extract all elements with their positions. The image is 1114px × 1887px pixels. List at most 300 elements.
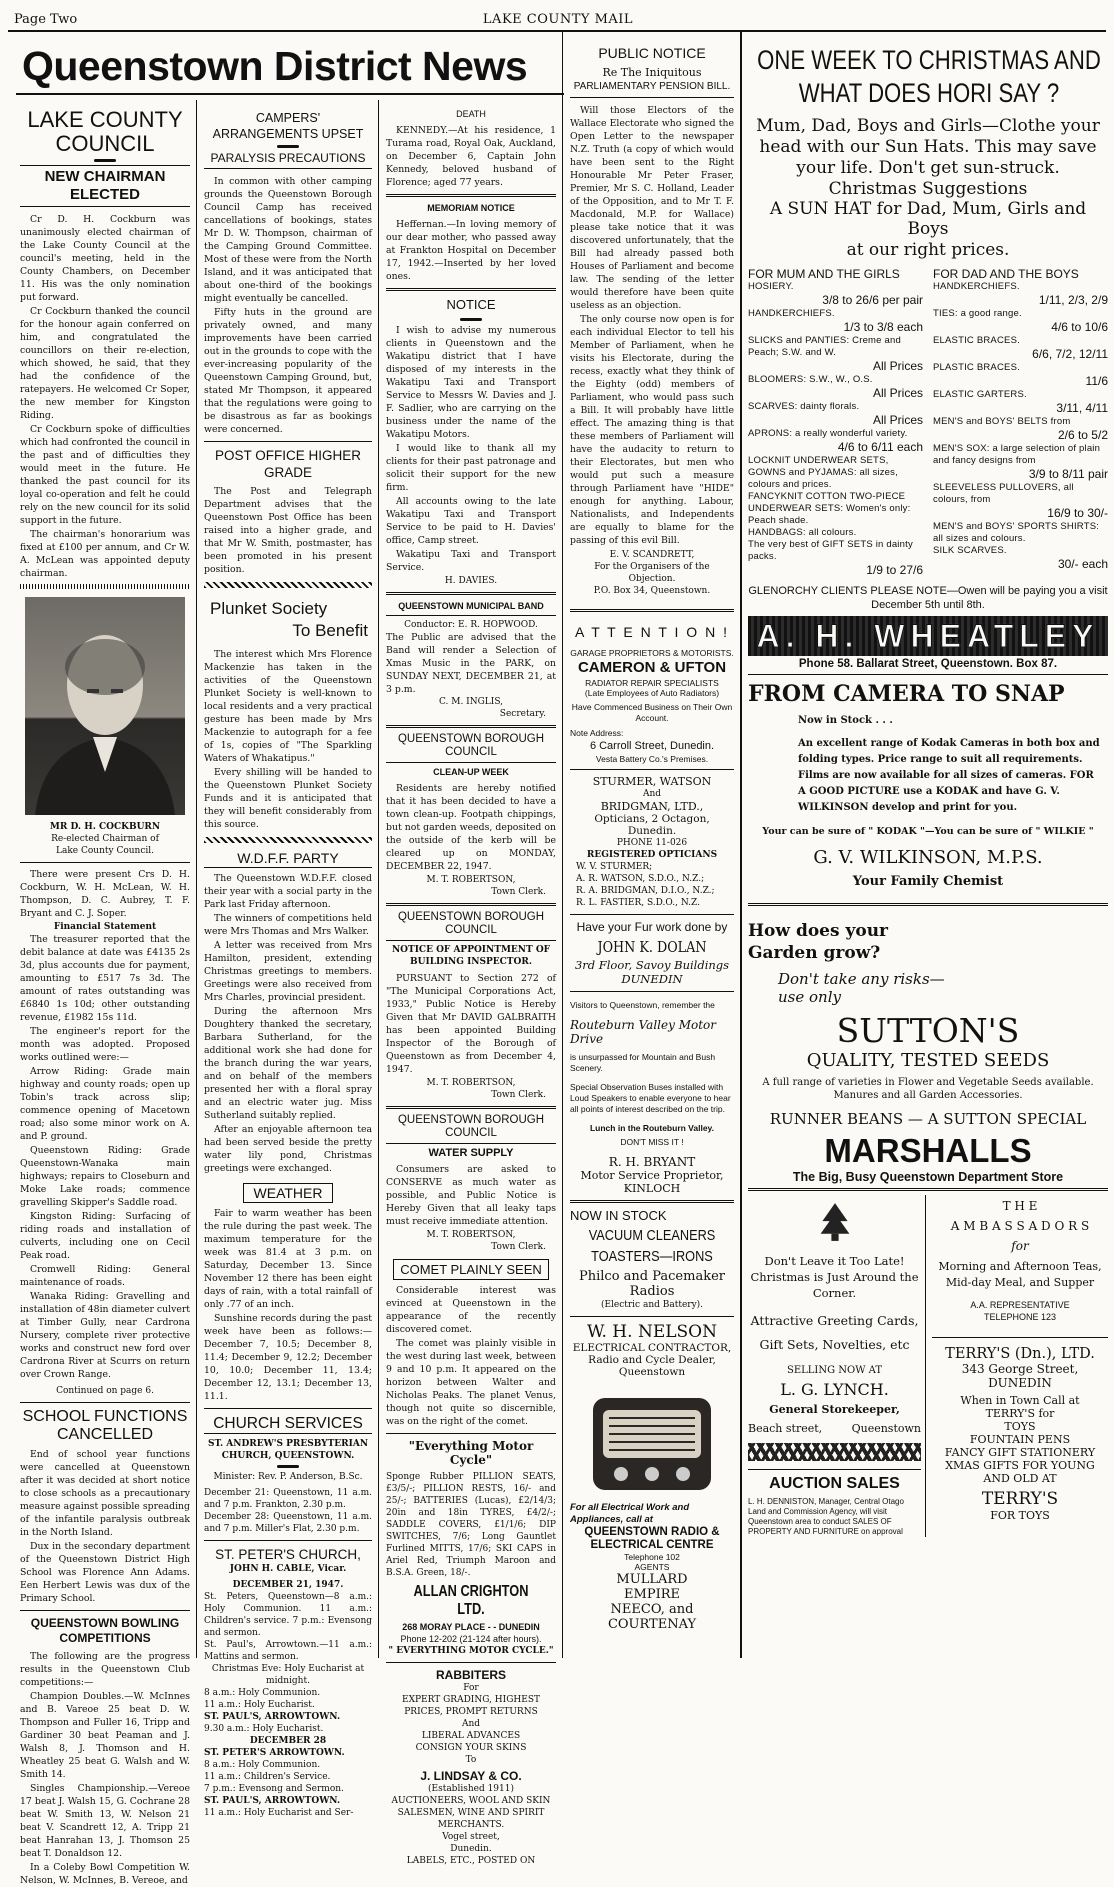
signature: Town Clerk.: [491, 1090, 546, 1100]
ad-text: R. A. BRIDGMAN, D.I.O., N.Z.;: [576, 886, 715, 896]
article-paragraph: Cromwell Riding: General maintenance of roads.: [20, 1264, 190, 1288]
price-items: [933, 281, 1108, 572]
divider: [386, 194, 556, 197]
article-paragraph: Cr Cockburn thanked the council for the honour again conferred on him, and congratulated the councillors on their re-election, which showed, he said, that they had the confidence of the ratepayers. He welcomed Cr Soper, the new member for Kingston Riding.: [20, 306, 190, 421]
article-paragraph: In common with other camping grounds the Queenstown Borough Council Camp has received cancellations of bookings, states Mr D. W. Thompson, chairman of the Camping Ground Committee. Most of these were from the North Island, and it was anticipated that about one-third of the bookings might eventually be cancelled.: [204, 176, 372, 304]
church-name: ST. PAUL'S, ARROWTOWN.: [204, 1712, 341, 1722]
ad-text: And: [642, 789, 662, 799]
headline-church: CHURCH SERVICES: [204, 1414, 372, 1434]
ad-suttons: SUTTON'S: [836, 1011, 1020, 1050]
subhead: Financial Statement: [53, 922, 157, 932]
ad-text: Christmas Suggestions: [828, 179, 1028, 199]
ad-text: CONSIGN YOUR SKINS: [415, 1743, 527, 1753]
heading-death: DEATH: [456, 109, 486, 119]
article-paragraph: Singles Championship.—Vereoe 17 beat J. Walsh 15, G. Cochrane 28 beat W. Smith 13, W. Nelson 21 beat V. Scandrett 12, A. Tripp 21 beat Hanrahan 13, J. Thomson 25 beat T. Donaldson 12.: [20, 1783, 190, 1859]
article-paragraph: Kingston Riding: Surfacing of riding roads and installation of culverts, including one on Cecil Peak road.: [20, 1211, 190, 1261]
column-4: [564, 44, 740, 1658]
church-name: ST. ANDREW'S PRESBYTERIAN CHURCH, QUEENSTOWN.: [207, 1439, 369, 1461]
divider: [204, 582, 372, 588]
article-paragraph: After an enjoyable afternoon tea had been served beside the pretty water lily pond, Christmas greetings were exchanged.: [204, 1124, 372, 1174]
divider: [386, 903, 556, 906]
price-heading: FOR MUM AND THE GIRLS: [748, 267, 900, 281]
notice-text: All accounts owing to the late Wakatipu Taxi and Transport Service to be paid to H. Davies' office, Camp street.: [386, 496, 556, 546]
price-item: TIES: a good range.: [933, 308, 1022, 319]
column-3: [380, 108, 562, 1866]
service-date: DECEMBER 28: [249, 1736, 327, 1746]
service-time: 8 a.m.: Holy Communion.: [204, 1688, 321, 1698]
divider: [94, 159, 116, 162]
signature: M. T. ROBERTSON,: [426, 1078, 516, 1088]
church-name: ST. PAUL'S, ARROWTOWN.: [204, 1796, 341, 1806]
ad-now-in-stock: NOW IN STOCK: [570, 1208, 667, 1223]
service-time: December 21: Queenstown, 11 a.m. and 7 p.m. Frankton, 2.30 p.m.: [204, 1488, 372, 1510]
ad-text: use only: [778, 988, 841, 1006]
ad-terrys-bottom: TERRY'S: [981, 1489, 1059, 1509]
ad-text: L. H. DENNISTON, Manager, Central Otago Land and Commission Agency, will visit Queenstown area to conduct SALES OF PROPERTY AND FURNITURE on approval: [748, 1497, 904, 1536]
price-item: 2/6 to 5/2: [1057, 428, 1108, 442]
brand: EMPIRE: [624, 1587, 680, 1602]
ad-text: 3rd Floor, Savoy Buildings: [574, 958, 730, 972]
heading-band: QUEENSTOWN MUNICIPAL BAND: [398, 601, 544, 611]
article-paragraph: There were present Crs D. H. Cockburn, W. H. McLean, W. H. Thompson, D. C. Aubrey, T. F. Bryant and C. J. Soper.: [20, 869, 190, 919]
article-paragraph: During the afternoon Mrs Doughtery thanked the secretary, Barbara Sutherland, for the additional work she had done for the branch during the war years, and on behalf of the members presented her with a floral spray and an electric water jug. Miss Sutherland suitably replied.: [204, 1006, 372, 1121]
notice-text: Heffernan.—In loving memory of our dear mother, who passed away at Frankton Hospital on December 17, 1942.—Inserted by her loved ones.: [386, 219, 556, 282]
article-paragraph: Arrow Riding: Grade main highway and county roads; open up Tobin's track across slip; commence opening of Macetown road; also some minor work on A. and P. ground.: [20, 1066, 190, 1142]
signature: C. M. INGLIS,: [438, 697, 504, 707]
ad-text: " EVERYTHING MOTOR CYCLE.": [388, 1646, 554, 1656]
divider: [460, 318, 482, 321]
article-paragraph: Dux in the secondary department of the Queenstown District High School was Florence Ann Adams. Een Herbert Lewis was dux of the Primary School.: [20, 1541, 190, 1604]
title-rule: [16, 93, 564, 95]
divider: [570, 769, 734, 770]
ad-fur-heading: Have your Fur work done by: [576, 920, 728, 934]
ad-text: Don't take any risks—: [778, 970, 945, 988]
price-item: MEN'S SOX: a large selection of plain and fancy designs from: [933, 443, 1101, 466]
price-item: 4/6 to 10/6: [1051, 320, 1108, 334]
service-time: 7 p.m.: Evensong and Sermon.: [204, 1784, 344, 1794]
vicar: JOHN H. CABLE, Vicar.: [229, 1564, 347, 1574]
ad-queenstown-radio: QUEENSTOWN RADIO & ELECTRICAL CENTRE: [584, 1526, 720, 1551]
ad-cameron-ufton: CAMERON & UFTON: [577, 659, 727, 676]
price-item: MEN'S and BOYS' BELTS from: [933, 416, 1071, 427]
ad-marshalls: MARSHALLS: [824, 1132, 1032, 1169]
column-divider: [562, 32, 563, 1658]
ad-text: Visitors to Queenstown, remember the: [570, 1000, 715, 1010]
column-divider: [740, 32, 742, 1658]
ad-text: For all Electrical Work and Appliances, call at: [570, 1502, 690, 1525]
ad-text: is unsurpassed for Mountain and Bush Scenery.: [570, 1052, 716, 1073]
ad-text: A. R. WATSON, S.D.O., N.Z.;: [576, 874, 705, 884]
article-paragraph: Sunshine records during the past week have been as follows:—December 7, 10.5; December 8, 11.4; December 9, 12.2; December 10, 10.0; December 11, 13.4; December 12, 13.1; December 13, 11.1.: [204, 1313, 372, 1402]
ad-sutton-question: How does your: [748, 921, 889, 941]
ad-text: DON'T MISS IT !: [620, 1137, 684, 1147]
ad-wheatley-banner: A. H. WHEATLEY: [748, 616, 1108, 656]
headline-plunket: [204, 598, 372, 642]
heading-public-notice: PUBLIC NOTICE: [598, 45, 706, 61]
price-list-men: [933, 267, 1108, 578]
divider: [204, 1540, 372, 1541]
ad-wilkinson: G. V. WILKINSON, M.P.S.: [813, 847, 1043, 868]
headline-line: To Benefit: [292, 621, 368, 640]
subheadline-paralysis: PARALYSIS PRECAUTIONS: [204, 151, 372, 169]
ad-text: LIBERAL ADVANCES: [421, 1731, 521, 1741]
price-item: 3/9 to 8/11 pair: [1028, 467, 1108, 481]
price-item: 1/11, 2/3, 2/9: [1038, 293, 1108, 307]
divider: [386, 1143, 556, 1144]
divider: [204, 837, 372, 843]
article-paragraph: The winners of competitions held were Mrs Thomas and Mrs Walker.: [204, 913, 372, 937]
ad-text: AGENTS: [634, 1562, 670, 1572]
article-paragraph: Fair to warm weather has been the rule during the past week. The maximum temperature for the week was 81.4 at 3 p.m. on Saturday, December 13. Since November 12 there has been eight days of rain, with a total rainfall of only .77 of an inch.: [204, 1208, 372, 1310]
headline-post-office: POST OFFICE HIGHER GRADE: [214, 448, 361, 480]
ad-text: To: [465, 1755, 477, 1765]
ad-lynch: [748, 1195, 926, 1537]
service-time: St. Paul's, Arrowtown.—11 a.m.: Mattins and sermon.: [204, 1640, 372, 1662]
service-time: 8 a.m.: Holy Communion.: [204, 1760, 321, 1770]
divider: [20, 1402, 190, 1403]
heading-water-supply: WATER SUPPLY: [428, 1147, 514, 1159]
price-item: PLASTIC BRACES.: [933, 362, 1020, 373]
ad-text: For: [463, 1683, 479, 1693]
ad-camera-headline: FROM CAMERA TO SNAP: [748, 681, 1065, 707]
ad-text: TERRY'S for: [985, 1407, 1055, 1420]
ad-text: Your can be sure of " KODAK "—You can be sure of " WILKIE ": [762, 826, 1094, 837]
divider: [20, 584, 190, 589]
divider: [386, 1662, 556, 1663]
price-item: All Prices: [872, 386, 923, 400]
price-item: SILK SCARVES.: [933, 545, 1007, 556]
price-item: 16/9 to 30/-: [1047, 506, 1108, 520]
ad-lynch-name: L. G. LYNCH.: [780, 1380, 889, 1399]
ad-text: LABELS, ETC., POSTED ON: [406, 1856, 536, 1866]
portrait-figure: [25, 597, 185, 815]
divider: [570, 609, 734, 612]
ad-christmas-headline: ONE WEEK TO CHRISTMAS AND WHAT DOES HORI SAY ?: [757, 45, 1101, 108]
ad-text: A SUN HAT for Dad, Mum, Girls and Boys: [769, 199, 1087, 239]
ad-text: Morning and Afternoon Teas, Mid-day Meal, and Supper: [938, 1260, 1102, 1289]
ad-text: Phone 12-202 (21-124 after hours).: [400, 1634, 542, 1644]
divider: [204, 441, 372, 442]
ad-text: (Late Employees of Auto Radiators): [584, 688, 720, 698]
headline-weather: WEATHER: [243, 1183, 334, 1203]
price-item: All Prices: [872, 413, 923, 427]
photo-caption: Lake County Council.: [56, 846, 154, 856]
ad-text: Attractive Greeting Cards, Gift Sets, Novelties, etc: [750, 1313, 919, 1352]
ad-text: And: [461, 1719, 481, 1729]
ad-routeburn: Routeburn Valley Motor Drive: [570, 1018, 716, 1046]
article-paragraph: A letter was received from Mrs Hamilton, president, extending Christmas greetings to members. Greetings were also received from Mrs Charles, provincial president.: [204, 940, 372, 1003]
price-item: LOCKNIT UNDERWEAR SETS, GOWNS and PYJAMAS: all sizes, colours and prices.: [748, 455, 898, 490]
column-divider: [378, 100, 379, 1658]
paper-name: LAKE COUNTY MAIL: [482, 12, 634, 27]
service-date: DECEMBER 21, 1947.: [232, 1580, 344, 1590]
ad-text: A.A. REPRESENTATIVE: [970, 1300, 1070, 1310]
ad-vacuum: VACUUM CLEANERS: [588, 1227, 716, 1244]
price-item: SLEEVELESS PULLOVERS, all colours, from: [933, 482, 1074, 505]
price-list: [748, 267, 1108, 578]
divider: [570, 1316, 734, 1317]
notice-text: Consumers are asked to CONSERVE as much water as possible, and Public Notice is Hereby Given that all leaky taps must receive immediate attention.: [386, 1164, 556, 1227]
radio-illustration: [587, 1388, 717, 1496]
article-paragraph: The comet was plainly visible in the west during last week, between 9 and 10 p.m. It appeared on the horizon between Walter and Nicholas Peaks. The planet Venus, though not quite so discernible, was on the right of the comet.: [386, 1338, 556, 1427]
article-paragraph: Fifty huts in the ground are privately owned, and many improvements have been carried out in the grounds to cope with the ever-increasing popularity of the Queenstown Camping Ground, but, stated Mr Thompson, it appeared that the regulations were going to be disastrous as far as bookings were concerned.: [204, 307, 372, 435]
price-item: FANCYKNIT COTTON TWO-PIECE UNDERWEAR SETS: Women's only: Peach shade.: [748, 491, 911, 526]
article-paragraph: Cr Cockburn spoke of difficulties which had confronted the council in the past and of difficulties they would meet in the future. He thanked the past council for its loyal co-operation and felt he could rely on the new council for its solid support in the future.: [20, 424, 190, 526]
divider: [20, 1610, 190, 1611]
article-paragraph: The Post and Telegraph Department advises that the Queenstown Post Office has been raised into a higher grade, and that Mr W. Smith, postmaster, has been promoted in his present position.: [204, 486, 372, 575]
ad-address: [748, 1422, 921, 1435]
page-number: Page Two: [14, 12, 78, 27]
price-item: 1/3 to 3/8 each: [843, 320, 923, 334]
divider: [386, 615, 556, 616]
divider: [386, 940, 556, 941]
price-item: 4/6 to 6/11 each: [837, 440, 923, 454]
ad-text: Special Observation Buses installed with Loud Speakers to enable everyone to hear all points of interest described on the trip.: [570, 1082, 731, 1114]
notice-subtitle: PARLIAMENTARY PENSION BILL.: [570, 80, 734, 98]
service-time: St. Peters, Queenstown—8 a.m.: Holy Communion. 11 a.m.: Children's service. 7 p.m.: Evensong and sermon.: [204, 1592, 372, 1638]
ad-text: Lunch in the Routeburn Valley.: [589, 1123, 715, 1133]
ad-text: Vesta Battery Co.'s Premises.: [595, 754, 709, 764]
article-paragraph: The interest which Mrs Florence Mackenzie has taken in the activities of the Queenstown Plunket Society is well-known to local residents and a very practical gesture has been made by Mrs Mackenzie to autograph for a fee of 1s, copies of "The Sparkling Waters of Whakatipus.": [204, 649, 372, 764]
ad-allan-crighton: ALLAN CRIGHTON LTD.: [413, 1583, 529, 1618]
divider: [570, 914, 734, 915]
ad-text: W. V. STURMER;: [576, 862, 653, 872]
ad-text: Mum, Dad, Boys and Girls—Clothe your head with our Sun Hats. This may save your life. Don't get sun-struck.: [756, 116, 1100, 178]
divider: [386, 288, 556, 291]
divider: [204, 1408, 372, 1409]
header-rule: [8, 30, 1106, 32]
notice-text: I wish to advise my numerous clients in Queenstown and the Wakatipu district that I have disposed of my interests in the Wakatipu Taxi and Transport Service to Messrs W. Davies and J. F. Sadlier, who are carrying on the business under the name of the Wakatipu Motors.: [386, 325, 556, 440]
divider: [748, 1469, 921, 1470]
ad-bryant: R. H. BRYANT: [608, 1155, 696, 1169]
ad-text: BRIDGMAN, LTD.,: [600, 800, 704, 813]
signature: E. V. SCANDRETT,: [609, 550, 695, 560]
ad-text: Have Commenced Business on Their Own Account.: [571, 702, 733, 723]
service-time: 11 a.m.: Holy Eucharist and Ser-: [204, 1808, 354, 1818]
notice-text: Will those Electors of the Wallace Electorate who signed the Open Letter to the newspaper N.Z. Truth (a copy of which would have been sent to the Right Honourable Mr Peter Fraser, Premier, Mr S. C. Holland, Leader of the Opposition, and to Mr T. F. Macdonald, M.P. for Wallace) please take notice that it was discovered unfortunately, that the Bill had already passed both Houses of Parliament and become law. The sending of the letter would therefore have been quite useless as an objection.: [570, 105, 734, 311]
headline-comet: COMET PLAINLY SEEN: [393, 1259, 549, 1280]
service-time: 11 a.m.: Holy Eucharist.: [204, 1700, 315, 1710]
ad-nelson: W. H. NELSON: [587, 1322, 717, 1342]
ad-text: GLENORCHY CLIENTS PLEASE NOTE—Owen will be paying you a visit December 5th until 8th.: [748, 585, 1108, 611]
ad-text: Note Address:: [570, 728, 624, 738]
ad-text: 343 George Street,: [961, 1362, 1079, 1376]
ad-text: (Electric and Battery).: [600, 1300, 704, 1310]
ad-text: DUNEDIN: [988, 1376, 1052, 1390]
ad-text: Phone 58. Ballarat Street, Queenstown. Box 87.: [798, 658, 1058, 670]
notice-text: Conductor: E. R. HOPWOOD.: [404, 620, 538, 630]
ad-text: Dunedin.: [450, 1844, 492, 1854]
ad-text: Opticians, 2 Octagon, Dunedin.: [594, 813, 710, 837]
notice-text: Wakatipu Taxi and Transport Service.: [386, 549, 556, 573]
divider: [386, 592, 556, 595]
headline-line: Plunket Society: [210, 599, 328, 618]
ad-text: AND OLD AT: [983, 1472, 1057, 1485]
ad-text: TOYS: [1004, 1420, 1036, 1433]
weather-box: [204, 1183, 372, 1203]
price-item: The very best of GIFT SETS in dainty packs.: [748, 539, 913, 562]
heading-borough: QUEENSTOWN BOROUGH COUNCIL: [397, 733, 545, 758]
divider: [386, 725, 556, 728]
signature: Town Clerk.: [491, 1242, 546, 1252]
notice-text: PURSUANT to Section 272 of "The Municipal Corporations Act, 1933," Public Notice is Hereby Given that Mr DAVID GALBRAITH has been appointed Building Inspector of the Borough of Queenstown as from December 4, 1947.: [386, 973, 556, 1075]
photo-caption: MR D. H. COCKBURN: [49, 822, 161, 832]
price-list-women: [748, 267, 923, 578]
divider: [932, 1337, 1108, 1338]
ad-text: at our right prices.: [846, 240, 1010, 260]
signature: P.O. Box 34, Queenstown.: [593, 586, 711, 596]
ad-text: (Established 1911): [428, 1784, 514, 1794]
ad-text: Queenstown: [618, 1366, 686, 1378]
heading-cleanup: CLEAN-UP WEEK: [433, 767, 509, 777]
headline-school-functions: SCHOOL FUNCTIONS CANCELLED: [22, 1408, 188, 1443]
heading-building-inspector: NOTICE OF APPOINTMENT OF BUILDING INSPECTOR.: [391, 945, 551, 967]
headline-st-peters: ST. PETER'S CHURCH,: [215, 1547, 361, 1562]
price-item: SLICKS and PANTIES: Creme and Peach; S.W. and W.: [748, 335, 901, 358]
headline-wdff: W.D.F.F. PARTY: [204, 849, 372, 868]
ad-text: Queenstown: [851, 1422, 921, 1435]
ad-motor-cycle-heading: "Everything Motor Cycle": [408, 1439, 534, 1467]
running-header: [14, 12, 1102, 28]
ad-text: The Big, Busy Queenstown Department Store: [792, 1170, 1064, 1184]
headline-campers: CAMPERS' ARRANGEMENTS UPSET: [212, 111, 364, 141]
article-paragraph: Every shilling will be handed to the Queenstown Plunket Society Funds and it is anticipated that they will benefit considerably from this source.: [204, 767, 372, 830]
ad-text: Beach street,: [748, 1422, 823, 1435]
notice-text: KENNEDY.—At his residence, 1 Turama road, Royal Oak, Auckland, on December 6, Captain John Kennedy, beloved husband of Florence; aged 77 years.: [386, 125, 556, 188]
column-divider: [196, 100, 197, 1658]
price-items: [748, 281, 923, 578]
ad-text: Your Family Chemist: [852, 874, 1004, 889]
price-item: SCARVES: dainty florals.: [748, 401, 860, 412]
divider: [386, 1106, 556, 1109]
ad-toasters: TOASTERS—IRONS: [591, 1248, 713, 1265]
article-paragraph: The Queenstown W.D.F.F. closed their year with a social party in the Park last Friday afternoon.: [204, 873, 372, 910]
notice-text: I would like to thank all my clients for their past patronage and solicit their support for the new firm.: [386, 443, 556, 493]
church-minister: Minister: Rev. P. Anderson, B.Sc.: [213, 1472, 363, 1482]
ad-text: Motor Service Proprietor,: [580, 1169, 724, 1182]
ad-text: GARAGE PROPRIETORS & MOTORISTS.: [570, 648, 734, 658]
heading-notice: NOTICE: [446, 297, 496, 312]
ad-text: FOUNTAIN PENS: [969, 1433, 1071, 1446]
column-2: [198, 110, 378, 1818]
ad-rabbiters: RABBITERS: [435, 1668, 506, 1682]
article-paragraph: The treasurer reported that the debit balance at date was £4135 2s 3d, plus accounts due for payment, amounting to £517 7s 3d. The amount of rates outstanding was £6840 1s 10d; other outstanding revenue, £1982 15s 11d.: [20, 934, 190, 1023]
brand: COURTENAY: [607, 1617, 697, 1632]
divider: [570, 1200, 734, 1203]
headline-lake-county: LAKE COUNTY COUNCIL: [27, 107, 183, 156]
service-time: 9.30 a.m.: Holy Eucharist.: [204, 1724, 324, 1734]
ad-text: TELEPHONE 123: [983, 1312, 1057, 1322]
ad-text: KINLOCH: [623, 1182, 681, 1195]
ad-text: FANCY GIFT STATIONERY: [944, 1446, 1096, 1459]
ad-text: Don't Leave it Too Late! Christmas is Just Around the Corner.: [750, 1254, 919, 1300]
ad-text: 268 MORAY PLACE - - DUNEDIN: [402, 1622, 540, 1632]
price-item: 11/6: [1085, 374, 1108, 388]
ad-text: An excellent range of Kodak Cameras in both box and folding types. Price range to suit all requirements. Films are now available for all sizes of cameras. FOR A GOOD PICTURE use a KODAK and have G. V. WILKINSON develop and print for you.: [798, 738, 1100, 813]
article-paragraph: In a Coleby Bowl Competition W. Nelson, W. McInnes, B. Vereoe, and: [20, 1862, 190, 1886]
price-item: HOSIERY.: [748, 281, 794, 292]
ad-text: REGISTERED OPTICIANS: [586, 850, 718, 860]
signature: Town Clerk.: [491, 887, 546, 897]
ad-text: T H E: [1002, 1199, 1038, 1213]
ad-text: AUCTIONEERS, WOOL AND SKIN SALESMEN, WINE AND SPIRIT MERCHANTS.: [391, 1796, 551, 1830]
ad-text: PHONE 11-026: [616, 838, 688, 848]
heading-memoriam: MEMORIAM NOTICE: [427, 203, 515, 213]
price-item: 6/6, 7/2, 12/11: [1032, 347, 1108, 361]
ad-ambassadors: [926, 1195, 1108, 1537]
price-item: 3/11, 4/11: [1056, 401, 1108, 415]
brand: NEECO, and: [610, 1602, 694, 1617]
article-paragraph: Champion Doubles.—W. McInnes and B. Vareoe 25 beat D. W. Thompson and Fuller 16, Tripp and Gardiner 30 beat Peaman and J. Walsh 8, J. Thomson and H. Wheatley 25 beat G. Walsh and W. Smith 14.: [20, 1691, 190, 1780]
ad-text: Sponge Rubber PILLION SEATS, £3/5/-; PILLION RESTS, 16/- and 25/-; BATTERIES (Lucas), £2/14/3; 20in and 18in TYRES, £4/2/-; SADDLE COVERS, £1/1/6; DIP SWITCHES, 7/6; Long Gauntlet Furlined MITTS, 17/6; SKI CAPS in Ariel Red, Triumph Maroon and B.S.A. Green, 18/-.: [386, 1472, 556, 1578]
ad-text: Vogel street,: [442, 1832, 500, 1842]
ad-text: RUNNER BEANS — A SUTTON SPECIAL: [769, 1110, 1087, 1128]
price-item: HANDKERCHIEFS.: [748, 308, 835, 319]
article-paragraph: End of school year functions were cancelled at Queenstown after it was decided at short notice to close schools as a precautionary measure against possible spreading of the infantile paralysis outbreak in the North Island.: [20, 1449, 190, 1538]
divider: [748, 1188, 1108, 1191]
service-time: December 28: Queenstown, 11 a.m. and 7 p.m. Miller's Flat, 2.30 p.m.: [204, 1512, 372, 1534]
headline-bowling: QUEENSTOWN BOWLING COMPETITIONS: [30, 1616, 180, 1645]
heading-borough: QUEENSTOWN BOROUGH COUNCIL: [397, 1114, 545, 1139]
ad-terrys: TERRY'S (Dn.), LTD.: [945, 1346, 1095, 1362]
service-time: Christmas Eve: Holy Eucharist at midnight.: [211, 1664, 365, 1686]
price-item: HANDBAGS: all colours.: [748, 527, 857, 538]
decorative-band: [748, 1443, 921, 1461]
ad-text: A M B A S S A D O R S: [950, 1219, 1090, 1233]
portrait-photo: [25, 597, 185, 815]
notice-text: Residents are hereby notified that it has been decided to have a town clean-up. Footpath chippings, but not garden weeds, deposited on the outside of the kerb will be cleared up on MONDAY, DECEMBER 22, 1947.: [386, 783, 556, 872]
ad-text: SELLING NOW AT: [786, 1365, 883, 1376]
ad-text: Now in Stock . . .: [798, 715, 893, 726]
article-paragraph: Cr D. H. Cockburn was unanimously elected chairman of the Lake County Council at the council's meeting, held in the County Chambers, on December 11. His was the only nomination put forward.: [20, 214, 190, 303]
bottom-ads: [748, 1195, 1108, 1537]
ad-text: EXPERT GRADING, HIGHEST PRICES, PROMPT RETURNS: [402, 1695, 540, 1717]
ad-auction-sales: AUCTION SALES: [769, 1475, 900, 1492]
notice-subtitle: Re The Iniquitous: [602, 66, 702, 79]
ad-text: Telephone 102: [624, 1552, 680, 1562]
church-name: ST. PETER'S ARROWTOWN.: [204, 1748, 345, 1758]
ad-text: ELECTRICAL CONTRACTOR,: [572, 1342, 732, 1354]
price-item: ELASTIC GARTERS.: [933, 389, 1027, 400]
ad-text: XMAS GIFTS FOR YOUNG: [945, 1459, 1095, 1472]
section-title: Queenstown District News: [22, 43, 528, 89]
signature: For the Organisers of the Objection.: [594, 562, 710, 584]
ad-sutton-question: Garden grow?: [748, 943, 881, 963]
photo-caption: Re-elected Chairman of: [51, 834, 159, 844]
ad-text: Radios: [629, 1284, 675, 1299]
article-paragraph: Considerable interest was evinced at Queenstown in the appearance of the recently discovered comet.: [386, 1285, 556, 1335]
signature: M. T. ROBERTSON,: [426, 1230, 516, 1240]
divider: [386, 762, 556, 763]
ad-text: 6 Carroll Street, Dunedin.: [589, 740, 715, 752]
price-item: 3/8 to 26/6 per pair: [822, 293, 923, 307]
ad-text: for: [1011, 1239, 1029, 1253]
ad-text: FOR TOYS: [990, 1509, 1050, 1522]
column-1: [14, 107, 196, 1886]
notice-text: The only course now open is for each individual Elector to tell his Member of Parliament, when he visits his Electorate, during the recess, exactly what they think of the Eighty (odd) members of Parliament, who would pass such a Bill. It will probably have little effect. The amazing thing is that these members of Parliament will have the audacity to return to their Electorates, but men who would put such a measure through Parliament have "HIDE" enough for anything. Labour, Nationalists, and Independents are equally to blame for the passing of this evil Bill.: [570, 314, 734, 546]
article-paragraph: Queenstown Riding: Grade Queenstown-Wanaka main highways; repairs to Closeburn and Moke Lake roads; commence gravelling Skipper's Saddle road.: [20, 1145, 190, 1208]
notice-text: The Public are advised that the Band will render a Selection of Xmas Music in the PARK, on SUNDAY NEXT, DECEMBER 21, at 3 p.m.: [386, 632, 556, 695]
price-item: BLOOMERS: S.W., W., O.S.: [748, 374, 873, 385]
article-paragraph: The chairman's honorarium was fixed at £100 per annum, and Cr W. A. McLean was appointed deputy chairman.: [20, 529, 190, 579]
price-item: MEN'S and BOYS' SPORTS SHIRTS: all sizes and colours.: [933, 521, 1100, 544]
subheadline-new-chairman: NEW CHAIRMAN ELECTED: [20, 165, 190, 207]
ad-text: Radio and Cycle Dealer,: [588, 1354, 716, 1366]
ad-sturmer-heading: STURMER, WATSON: [592, 775, 712, 788]
ad-text: DUNEDIN: [621, 972, 683, 986]
service-time: 11 a.m.: Children's Service.: [204, 1772, 331, 1782]
tree-icon: [748, 1201, 921, 1247]
